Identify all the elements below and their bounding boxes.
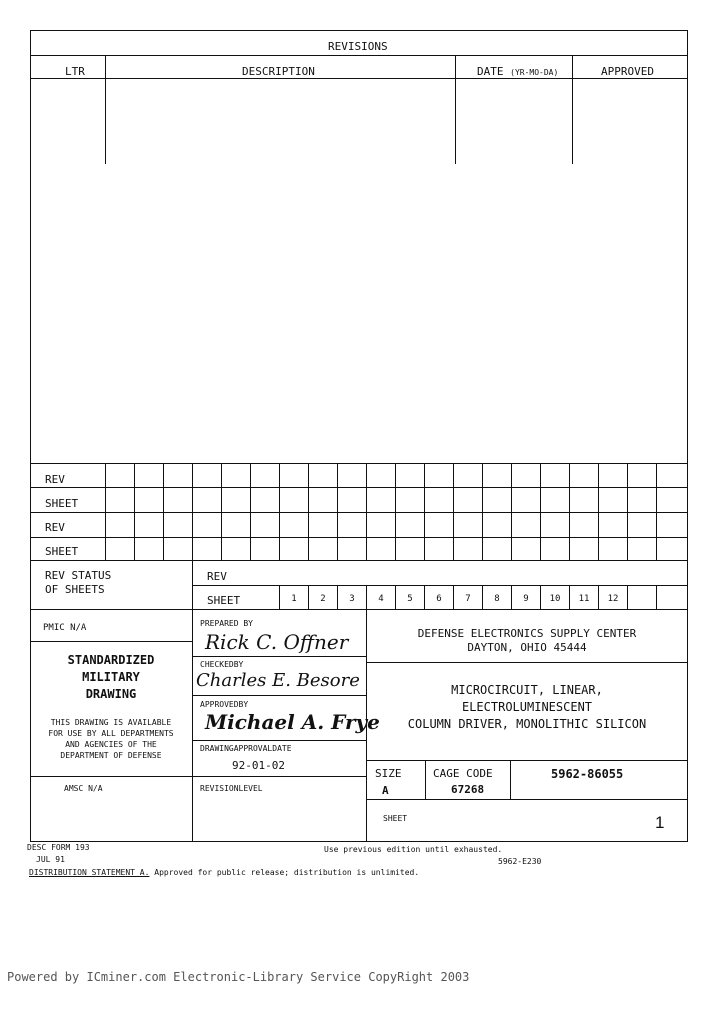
rev-grid-col-divider bbox=[337, 463, 338, 561]
distribution-statement bbox=[29, 868, 419, 877]
standardized-title-3: DRAWING bbox=[85, 687, 137, 701]
availability-text: DEPARTMENT OF DEFENSE bbox=[60, 751, 162, 760]
approved-by-label: APPROVEDBY bbox=[200, 700, 249, 709]
rev-grid-col-divider bbox=[569, 463, 570, 561]
rev-grid-row-divider bbox=[30, 512, 688, 513]
watermark: Powered by ICminer.com Electronic-Library Service CopyRight 2003 bbox=[7, 970, 470, 984]
revisions-col-date bbox=[477, 65, 558, 78]
prepared-by-label: PREPARED BY bbox=[200, 619, 253, 628]
rev-grid-col-divider bbox=[395, 463, 396, 561]
revision-level-label: REVISIONLEVEL bbox=[200, 784, 263, 793]
rev-grid-col-divider bbox=[511, 463, 512, 561]
sheet-number: 10 bbox=[549, 594, 561, 604]
previous-edition-note: Use previous edition until exhausted. bbox=[324, 845, 503, 854]
rev-grid-col-divider bbox=[308, 463, 309, 561]
sheet-number: 2 bbox=[320, 594, 326, 604]
sheet-number: 4 bbox=[378, 594, 384, 604]
rev-grid-col-divider bbox=[134, 463, 135, 561]
standardized-title: STANDARDIZED bbox=[67, 653, 155, 667]
checked-by-label: CHECKEDBY bbox=[200, 660, 244, 669]
rev-status-col-divider bbox=[627, 585, 628, 610]
revisions-col-divider bbox=[572, 55, 573, 164]
revisions-header-divider bbox=[30, 78, 688, 79]
rev-status-col-divider bbox=[656, 585, 657, 610]
pmic-label: PMIC N/A bbox=[43, 623, 87, 633]
availability-text: FOR USE BY ALL DEPARTMENTS bbox=[48, 729, 174, 738]
title-divider bbox=[366, 760, 688, 761]
document-number: 5962-86055 bbox=[551, 767, 624, 781]
availability-text: AND AGENCIES OF THE bbox=[65, 740, 157, 749]
rev-status-label: REV STATUS bbox=[45, 569, 112, 582]
form-number: DESC FORM 193 bbox=[27, 843, 90, 852]
rev-grid-label-divider bbox=[105, 463, 106, 561]
revisions-col-ltr: LTR bbox=[65, 65, 85, 78]
sheet-number: 12 bbox=[607, 594, 619, 604]
rev-grid-col-divider bbox=[366, 463, 367, 561]
rev-grid-col-divider bbox=[453, 463, 454, 561]
distribution-text: Approved for public release; distribution is unlimited. bbox=[154, 868, 420, 877]
rev-grid-row-divider bbox=[30, 537, 688, 538]
sheet-number: 1 bbox=[291, 594, 297, 604]
rev-status-label-2: OF SHEETS bbox=[45, 583, 105, 596]
approved-divider bbox=[192, 740, 366, 741]
rev-status-rev-label: REV bbox=[207, 570, 227, 583]
prepared-by-signature: Rick C. Offner bbox=[205, 630, 349, 654]
rev-grid-col-divider bbox=[221, 463, 222, 561]
rev-status-row-divider bbox=[192, 585, 688, 586]
revisions-col-divider bbox=[105, 55, 106, 164]
revisions-col-date-format: (YR-MO-DA) bbox=[510, 68, 559, 77]
agency-divider bbox=[366, 662, 688, 663]
standardized-title-2: MILITARY bbox=[82, 670, 140, 684]
rev-grid-col-divider bbox=[192, 463, 193, 561]
rev-grid-sheet-label: SHEET bbox=[45, 497, 79, 510]
rev-grid-rev-label: REV bbox=[45, 521, 65, 534]
sheet-number: 3 bbox=[349, 594, 355, 604]
sheet-value: 1 bbox=[655, 813, 665, 832]
sheet-number: 5 bbox=[407, 594, 413, 604]
sheet-number: 7 bbox=[465, 594, 471, 604]
rev-grid-col-divider bbox=[279, 463, 280, 561]
rev-grid-col-divider bbox=[656, 463, 657, 561]
form-code: 5962-E230 bbox=[498, 857, 542, 866]
revisions-col-description: DESCRIPTION bbox=[242, 65, 315, 78]
revisions-title: REVISIONS bbox=[328, 40, 388, 53]
rev-grid-sheet-label: SHEET bbox=[45, 545, 79, 558]
prepared-divider bbox=[192, 656, 366, 657]
rev-grid-col-divider bbox=[482, 463, 483, 561]
size-label: SIZE bbox=[375, 767, 402, 780]
distribution-label: DISTRIBUTION STATEMENT A. bbox=[29, 868, 150, 877]
rev-grid-col-divider bbox=[250, 463, 251, 561]
approved-by-signature: Michael A. Frye bbox=[205, 710, 380, 734]
agency-location: DAYTON, OHIO 45444 bbox=[467, 641, 587, 654]
drawing-title-3: COLUMN DRIVER, MONOLITHIC SILICON bbox=[407, 717, 647, 731]
approval-date-divider bbox=[192, 776, 366, 777]
cage-col-divider bbox=[510, 760, 511, 799]
size-divider bbox=[366, 799, 688, 800]
form-date: JUL 91 bbox=[36, 855, 65, 864]
availability-text: THIS DRAWING IS AVAILABLE bbox=[50, 718, 172, 727]
cage-code-label: CAGE CODE bbox=[433, 767, 493, 780]
revisions-title-divider bbox=[30, 55, 688, 56]
amsc-label: AMSC N/A bbox=[64, 784, 103, 793]
cage-code-value: 67268 bbox=[451, 783, 485, 796]
title-block-divider bbox=[192, 609, 193, 842]
rev-grid-col-divider bbox=[598, 463, 599, 561]
revisions-col-divider bbox=[455, 55, 456, 164]
approval-date-value: 92-01-02 bbox=[232, 759, 285, 772]
sheet-label: SHEET bbox=[383, 814, 408, 823]
rev-status-sheet-label: SHEET bbox=[207, 594, 241, 607]
revisions-block bbox=[30, 30, 688, 464]
checked-divider bbox=[192, 695, 366, 696]
rev-grid-col-divider bbox=[627, 463, 628, 561]
size-value: A bbox=[382, 784, 389, 797]
checked-by-signature: Charles E. Besore bbox=[196, 670, 360, 691]
rev-grid-rev-label: REV bbox=[45, 473, 65, 486]
rev-grid-col-divider bbox=[424, 463, 425, 561]
sheet-number: 11 bbox=[578, 594, 590, 604]
rev-grid-col-divider bbox=[163, 463, 164, 561]
pmic-divider bbox=[30, 641, 192, 642]
approval-date-label: DRAWINGAPPROVALDATE bbox=[200, 744, 292, 753]
amsc-divider bbox=[30, 776, 192, 777]
drawing-title-2: ELECTROLUMINESCENT bbox=[461, 700, 593, 714]
sheet-number: 6 bbox=[436, 594, 442, 604]
agency-name: DEFENSE ELECTRONICS SUPPLY CENTER bbox=[417, 627, 637, 640]
rev-grid-row-divider bbox=[30, 487, 688, 488]
sheet-number: 8 bbox=[494, 594, 500, 604]
revisions-col-date-label: DATE bbox=[477, 65, 504, 78]
size-col-divider bbox=[425, 760, 426, 799]
revisions-col-approved: APPROVED bbox=[601, 65, 654, 78]
drawing-title: MICROCIRCUIT, LINEAR, bbox=[451, 683, 603, 697]
sheet-number: 9 bbox=[523, 594, 529, 604]
rev-grid-col-divider bbox=[540, 463, 541, 561]
